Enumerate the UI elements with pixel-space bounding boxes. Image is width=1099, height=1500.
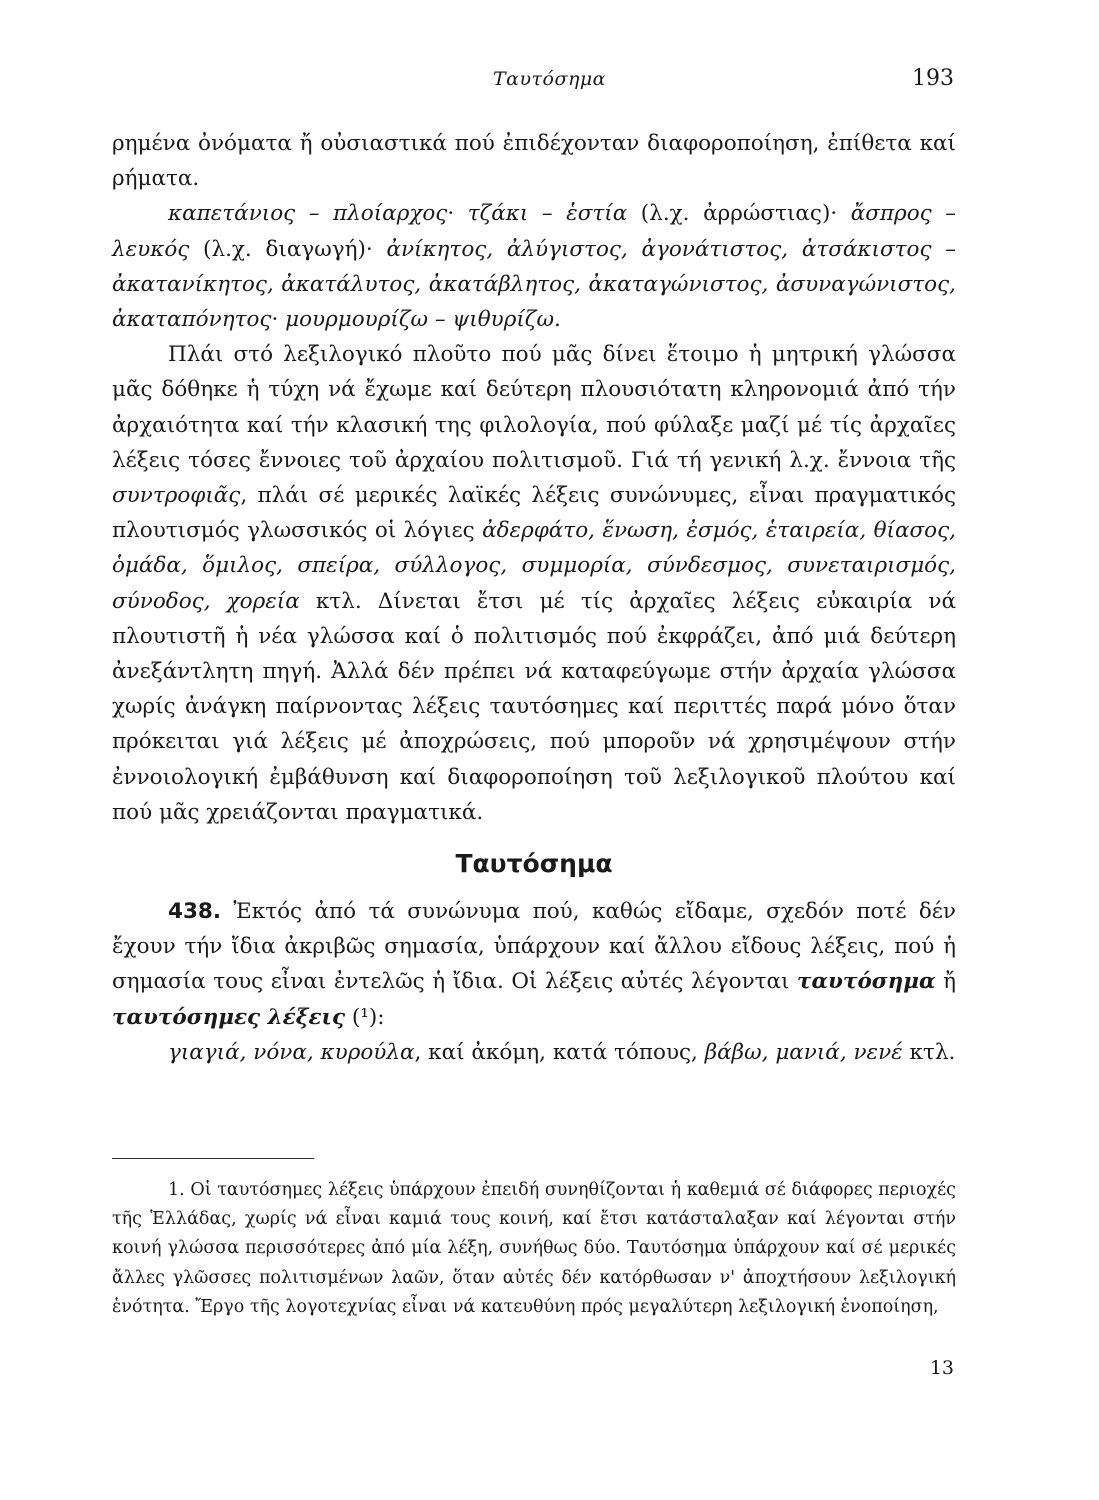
footnote-1: 1. Οἱ ταυτόσημες λέξεις ὑπάρχουν ἐπειδή συνηθίζονται ἡ καθεμιά σέ διάφορες περιοχές τῆς Ἑλλάδας, χωρίς νά εἶναι καμιά τους κοινή, καί ἔτσι κατάσταλαξαν καί λέγονται στήν κοινή γλώσσα περισσότερες ἀπό μία λέξη, συνήθως δύο. Ταυτόσημα ὑπάρχουν καί σέ μερικές ἄλλες γλῶσσες πολιτισμένων λαῶν, ὅταν αὐτές δέν κατόρθωσαν ν' ἀποχτήσουν λεξιλογική ἑνότητα. Ἔργο τῆς λογοτεχνίας εἶναι νά κατευθύνη πρός μεγαλύτερη λεξιλογική ἑνοποίηση,	[112, 1180, 956, 1317]
italic-word-list: ἀδερφάτο, ἕνωση, ἐσμός, ἑταιρεία, θίασος, ὁμάδα, ὅμιλος, σπείρα, σύλλογος, συμμορία, σύνδεσμος, συνεταιρισμός, σύνοδος, χορεία	[112, 518, 956, 614]
example-pair-5: μουρμουρίζω – ψιθυρίζω	[285, 307, 554, 333]
main-text	[112, 126, 956, 1070]
example-text-2: κτλ.	[902, 1039, 956, 1065]
example-text-1: , καί ἀκόμη, κατά τόπους,	[414, 1039, 705, 1065]
section-number: 438.	[168, 899, 222, 925]
section-text-2: ἤ	[935, 969, 956, 995]
example-pair-3: ἄσπρος – λευκός	[112, 201, 956, 262]
paragraph-wealth	[112, 337, 956, 830]
signature-mark: 13	[929, 1357, 954, 1379]
text-run-1: Πλάι στό λεξιλογικό πλοῦτο πού μᾶς δίνει ἕτοιμο ἡ μητρική γλώσσα μᾶς δόθηκε ἡ τύχη νά ἔχωμε καί δεύτερη πλουσιότατη κληρονομιά ἀπό τήν ἀρχαιότητα καί τήν κλασική της φιλολογία, πού φύλαξε μαζί μέ τίς ἀρχαῖες λέξεις τόσες ἔννοιες τοῦ ἀρχαίου πολιτισμοῦ. Γιά τή γενική λ.χ. ἔννοια τῆς	[112, 342, 956, 473]
footnote	[112, 1176, 956, 1322]
footnote-divider	[112, 1158, 314, 1159]
text-run-3: κτλ. Δίνεται ἔτσι μέ τίς ἀρχαῖες λέξεις εὐκαιρία νά πλουτιστῆ ἡ νέα γλώσσα καί ὁ πολιτισμός πού ἐκφράζει, ἀπό μιά δεύτερη ἀνεξάντλητη πηγή. Ἀλλά δέν πρέπει νά καταφεύγωμε στήν ἀρχαία γλώσσα χωρίς ἀνάγκη παίρνοντας λέξεις ταυτόσημες καί περιττές παρά μόνο ὅταν πρόκειται γιά λέξεις μέ ἀποχρώσεις, πού μποροῦν νά χρησιμέψουν στήν ἐννοιολογική ἐμβάθυνση καί διαφοροποίηση τοῦ λεξιλογικοῦ πλούτου καί πού μᾶς χρειάζονται πραγματικά.	[112, 588, 956, 825]
example-pair-4: ἀνίκητος, ἀλύγιστος, ἀγονάτιστος, ἀτσάκιστος – ἀκατανίκητος, ἀκατάλυτος, ἀκατάβλητος, ἀκαταγώνιστος, ἀσυναγώνιστος, ἀκαταπόνητος	[112, 236, 956, 333]
example-words-1: γιαγιά, νόνα, κυρούλα	[168, 1039, 415, 1065]
section-438-paragraph	[112, 894, 956, 1035]
separator-2: (λ.χ. ἀρρώστιας)·	[627, 201, 851, 227]
running-title: Ταυτόσημα	[492, 68, 607, 90]
italic-term-syntrofia: συντροφιᾶς	[112, 483, 241, 509]
separator-1: ·	[447, 201, 468, 227]
text-run-2: , πλάι σέ μερικές λαϊκές λέξεις συνώνυμες, εἶναι πραγματικός πλουτισμός γλωσσικός οἱ λόγιες	[112, 483, 956, 544]
page-number: 193	[912, 66, 954, 91]
separator-4: ·	[271, 307, 286, 333]
separator-5: .	[554, 307, 561, 333]
example-pair-2: τζάκι – ἑστία	[467, 201, 628, 227]
section-text-3: (¹):	[345, 1004, 385, 1030]
term-tautosima: ταυτόσημα	[797, 969, 936, 995]
example-words-2: βάβω, μανιά, νενέ	[704, 1039, 903, 1065]
paragraph-continuation: ρημένα ὀνόματα ἤ οὐσιαστικά πού ἐπιδέχονταν διαφοροποίηση, ἐπίθετα καί ρήματα.	[112, 131, 956, 192]
section-heading: Ταυτόσημα	[455, 849, 613, 879]
examples-paragraph	[112, 196, 956, 337]
term-tautosimes-lexeis: ταυτόσημες λέξεις	[112, 1004, 346, 1030]
separator-3: (λ.χ. διαγωγή)·	[189, 236, 387, 262]
example-pair-1: καπετάνιος – πλοίαρχος	[168, 201, 448, 227]
section-text-1: Ἐκτός ἀπό τά συνώνυμα πού, καθώς εἴδαμε, σχεδόν ποτέ δέν ἔχουν τήν ἴδια ἀκριβῶς σημασία, ὑπάρχουν καί ἄλλου εἴδους λέξεις, πού ἡ σημασία τους εἶναι ἐντελῶς ἡ ἴδια. Οἱ λέξεις αὐτές λέγονται	[112, 899, 956, 995]
examples-grandmother	[112, 1035, 956, 1070]
